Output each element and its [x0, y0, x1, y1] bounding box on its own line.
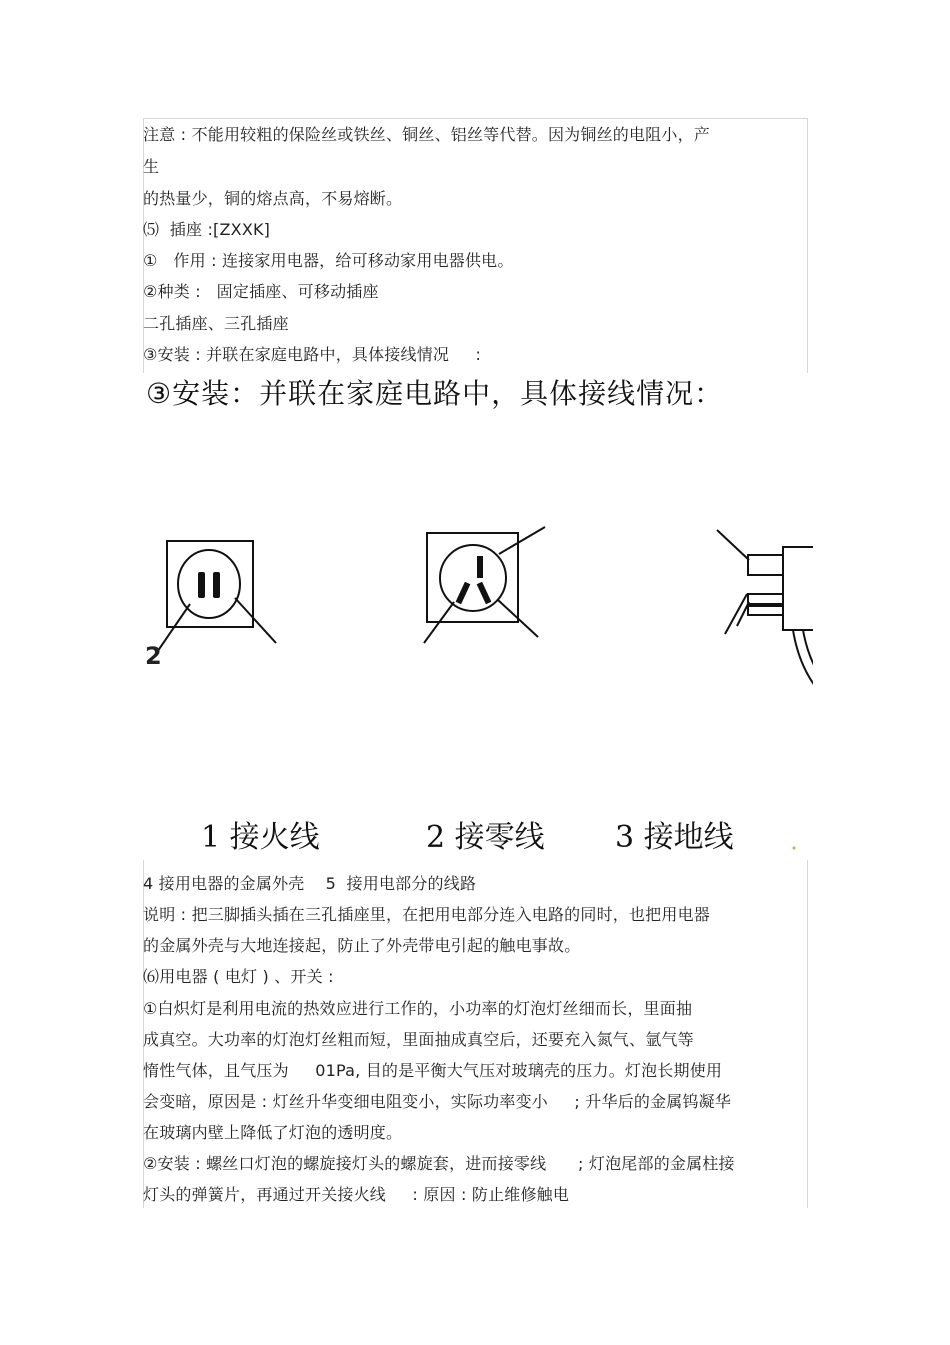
leader-line: [499, 527, 545, 554]
socket-slot: [198, 572, 205, 598]
text-line: 的热量少，铜的熔点高，不易熔断。: [143, 189, 403, 208]
socket-slot: [477, 556, 483, 578]
top-text-frame: [143, 118, 808, 373]
text-line: ②种类 : 固定插座、可移动插座: [143, 282, 379, 301]
text-line: 二孔插座、三孔插座: [143, 314, 289, 333]
text-line: ①白炽灯是利用电流的热效应进行工作的，小功率的灯泡灯丝细而长，里面抽: [143, 999, 693, 1018]
figure-title: ③安装：并联在家庭电路中，具体接线情况：: [146, 377, 724, 410]
text-line: ① 作用 : 连接家用电器，给可移动家用电器供电。: [143, 251, 514, 270]
text-line: 成真空。大功率的灯泡灯丝粗而短，里面抽成真空后，还要充入氮气、氩气等: [143, 1030, 694, 1049]
speck: [793, 847, 796, 850]
wire-number: 2: [145, 642, 162, 670]
leader-line: [717, 530, 749, 560]
text-line: 惰性气体，且气压为 01Pa, 目的是平衡大气压对玻璃壳的压力。灯泡长期使用: [143, 1061, 723, 1080]
text-line: 注意 : 不能用较粗的保险丝或铁丝、铜丝、铝丝等代替。因为铜丝的电阻小，产: [143, 125, 710, 144]
text-line: 会变暗，原因是 : 灯丝升华变细电阻变小，实际功率变小 ; 升华后的金属钨凝华: [143, 1092, 732, 1111]
text-line: 在玻璃内壁上降低了灯泡的透明度。: [143, 1123, 403, 1142]
socket-slot: [456, 582, 471, 604]
plug-pin-top: [748, 555, 783, 575]
text-line: 说明 : 把三脚插头插在三孔插座里，在把用电部分连入电路的同时，也把用电器: [143, 905, 710, 924]
caption-ground: 3 接地线: [615, 820, 734, 855]
plug-pin-bottom: [748, 606, 783, 615]
plug-body: [783, 547, 813, 630]
socket-diagram: [143, 372, 813, 860]
section-heading: ⑸ 插座 :[ZXXK]: [143, 220, 271, 239]
text-line: 的金属外壳与大地连接起，防止了外壳带电引起的触电事故。: [143, 936, 581, 955]
text-line: ②安装 : 螺丝口灯泡的螺旋接灯头的螺旋套，进而接零线 ; 灯泡尾部的金属柱接: [143, 1154, 735, 1173]
three-pin-socket-face: [440, 545, 506, 611]
socket-slot: [213, 572, 220, 598]
section-heading: ⑹用电器 ( 电灯 ) 、开关 :: [143, 967, 334, 986]
plug-pin-bottom: [748, 594, 783, 604]
text-line: ③安装 : 并联在家庭电路中，具体接线情况 :: [143, 345, 482, 364]
socket-slot: [477, 582, 492, 604]
caption-neutral: 2 接零线: [426, 820, 545, 855]
leader-line: [235, 598, 276, 643]
plug-cable: [793, 630, 813, 742]
text-line: 生: [143, 157, 160, 176]
text-line: 4 接用电器的金属外壳 5 接用电部分的线路: [143, 874, 477, 893]
text-line: 灯头的弹簧片，再通过开关接火线 : 原因 : 防止维修触电: [143, 1185, 570, 1204]
caption-live: 1 接火线: [201, 820, 320, 855]
socket-wiring-figure: [143, 372, 813, 860]
